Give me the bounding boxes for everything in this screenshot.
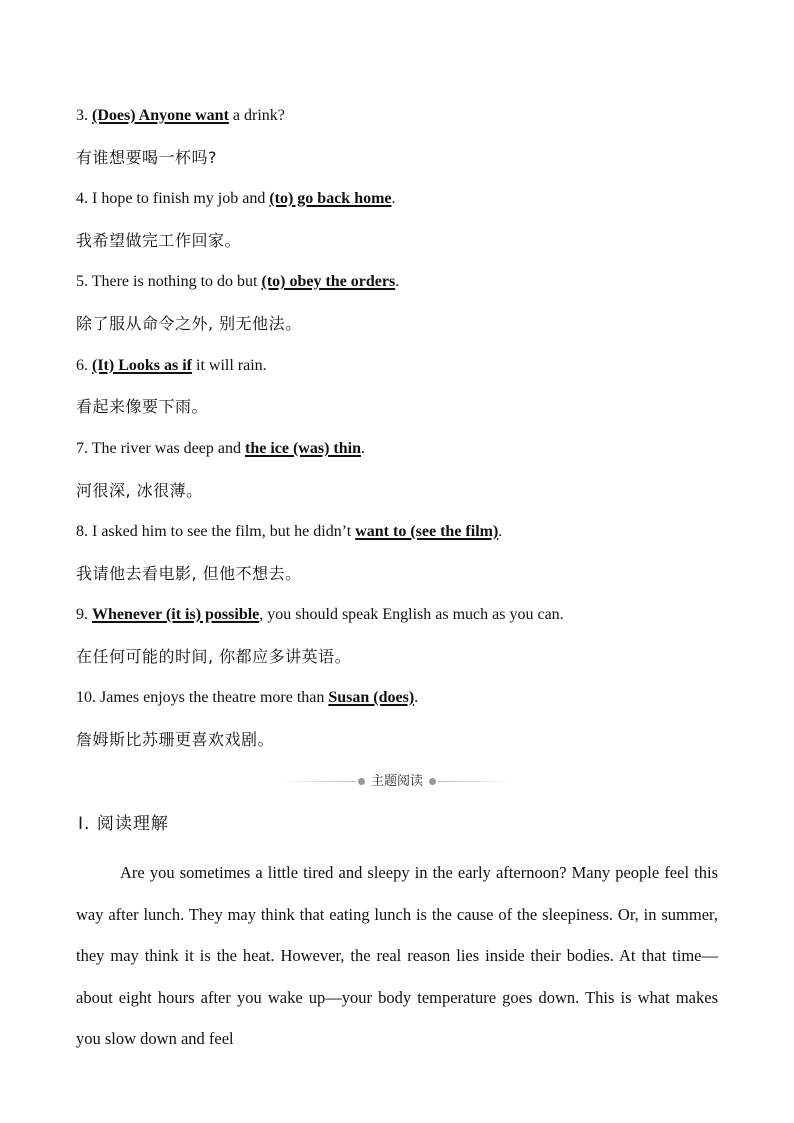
section-title: 主题阅读 [370, 774, 423, 789]
section-divider [280, 772, 514, 792]
exercise-text: There is nothing to do but [91, 273, 262, 290]
answer-text: (to) obey the orders [261, 273, 396, 290]
exercise-9 [76, 604, 726, 626]
exercise-text: I hope to finish my job and [92, 190, 270, 207]
translation-6: 看起来像要下雨。 [76, 397, 209, 416]
exercise-number: 5. [76, 273, 88, 290]
translation-5: 除了服从命令之外, 别无他法。 [76, 314, 302, 333]
divider-dot [429, 778, 436, 785]
exercise-number: 9. [76, 606, 88, 623]
exercise-8 [76, 521, 726, 543]
exercise-7 [76, 438, 726, 460]
section-heading: Ⅰ. 阅读理解 [78, 814, 169, 834]
exercise-number: 7. [76, 440, 88, 457]
exercise-3 [76, 105, 726, 127]
divider-dot [358, 778, 365, 785]
answer-text: the ice (was) thin [244, 440, 361, 457]
exercise-6 [76, 355, 726, 377]
exercise-text: . [391, 190, 396, 207]
exercise-number: 8. [76, 523, 88, 540]
exercise-text: , you should speak English as much as you can. [259, 606, 564, 623]
translation-8: 我请他去看电影, 但他不想去。 [76, 564, 302, 583]
exercise-number: 10. [76, 689, 96, 706]
exercise-number: 4. [76, 190, 88, 207]
exercise-10 [76, 687, 726, 709]
divider-line [438, 781, 514, 782]
exercise-text: . [360, 440, 365, 457]
translation-10: 詹姆斯比苏珊更喜欢戏剧。 [76, 730, 275, 749]
answer-text: (to) go back home [269, 190, 392, 207]
exercise-4 [76, 188, 726, 210]
answer-text: (It) Looks as if [92, 357, 193, 374]
translation-4: 我希望做完工作回家。 [76, 231, 242, 250]
exercise-5 [76, 271, 726, 293]
exercise-text: it will rain. [192, 357, 267, 374]
exercise-number: 6. [76, 357, 88, 374]
exercise-text: . [498, 523, 503, 540]
reading-paragraph: Are you sometimes a little tired and sleepy in the early afternoon? Many people feel this way after lunch. They may think that eating lunch is the cause of the sleepiness. Or, in summer, they may think it is the heat. However, the real reason lies inside their bodies. At that time—about eight hours after you wake up—your body temperature goes down. This is what makes you slow down and feel [76, 863, 718, 1048]
exercise-text: James enjoys the theatre more than [100, 689, 329, 706]
exercise-text: I asked him to see the film, but he didn’t [92, 523, 356, 540]
answer-text: want to (see the film) [355, 523, 499, 540]
exercise-text: a drink? [228, 107, 285, 124]
answer-text: Susan (does) [328, 689, 415, 706]
exercise-text: The river was deep and [91, 440, 245, 457]
divider-line [280, 781, 356, 782]
translation-7: 河很深, 冰很薄。 [76, 481, 203, 500]
answer-text: (Does) Anyone want [92, 107, 229, 124]
exercise-number: 3. [76, 107, 88, 124]
exercise-text: . [395, 273, 400, 290]
translation-3: 有谁想要喝一杯吗? [76, 148, 217, 167]
exercise-text: . [414, 689, 419, 706]
translation-9: 在任何可能的时间, 你都应多讲英语。 [76, 647, 352, 666]
answer-text: Whenever (it is) possible [92, 606, 260, 623]
